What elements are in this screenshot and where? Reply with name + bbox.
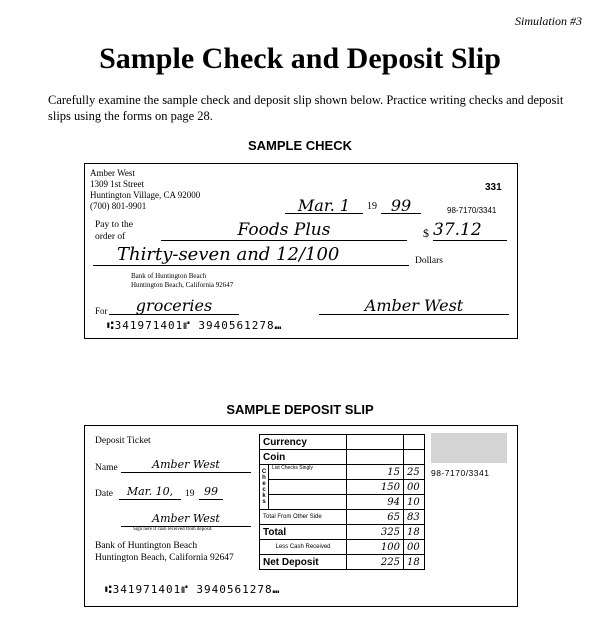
deposit-date-year: 99 — [199, 485, 223, 500]
check-row-3-dollars: 94 — [347, 495, 404, 510]
currency-cents — [404, 435, 425, 450]
table-row — [260, 540, 425, 555]
check-number: 331 — [485, 182, 502, 193]
dollar-sign: $ — [423, 226, 429, 240]
total-other-label: Total From Other Side — [260, 510, 347, 525]
check-routing: 98-7170/3341 — [447, 206, 497, 215]
net-deposit-label: Net Deposit — [260, 555, 347, 570]
written-amount-field: Thirty-seven and 12/100 — [93, 244, 409, 266]
currency-dollars — [347, 435, 404, 450]
net-deposit-cents: 18 — [404, 555, 425, 570]
sample-deposit-heading: SAMPLE DEPOSIT SLIP — [226, 402, 374, 417]
table-row — [260, 480, 425, 495]
check-date-year: 99 — [381, 196, 421, 214]
deposit-date-prefix: 19 — [185, 489, 195, 499]
sample-check-heading: SAMPLE CHECK — [247, 138, 352, 153]
deposit-bank-block — [95, 540, 234, 564]
less-cash-cents: 00 — [404, 540, 425, 555]
deposit-amounts-table — [259, 434, 425, 570]
net-deposit-dollars: 225 — [347, 555, 404, 570]
sample-check — [84, 163, 518, 339]
coin-label: Coin — [260, 450, 347, 465]
payee-field: Foods Plus — [161, 220, 407, 241]
total-label: Total — [260, 525, 347, 540]
currency-label: Currency — [260, 435, 347, 450]
deposit-sign-note: Sign here if cash received from deposit. — [133, 527, 213, 532]
signature-field: Amber West — [319, 296, 509, 315]
total-other-cents: 83 — [404, 510, 425, 525]
page-title: Sample Check and Deposit Slip — [99, 42, 501, 75]
pay-to-label — [95, 219, 133, 243]
total-other-dollars: 65 — [347, 510, 404, 525]
deposit-ticket-label: Deposit Ticket — [95, 436, 151, 446]
table-row — [260, 555, 425, 570]
check-bank-city: Huntington Beach, California 92647 — [131, 281, 234, 289]
amount-field: 37.12 — [433, 220, 507, 241]
table-row — [260, 495, 425, 510]
total-dollars: 325 — [347, 525, 404, 540]
pay-to-label-line2: order of — [95, 232, 126, 242]
less-cash-dollars: 100 — [347, 540, 404, 555]
table-row — [260, 435, 425, 450]
deposit-signature-field: Amber West — [121, 512, 251, 527]
check-row-1-dollars: 15 — [347, 465, 404, 480]
check-bank-block — [131, 272, 233, 290]
check-owner-block — [90, 168, 200, 212]
deposit-date-label: Date — [95, 489, 113, 499]
check-row-2-dollars: 150 — [347, 480, 404, 495]
deposit-bank-city: Huntington Beach, California 92647 — [95, 553, 234, 563]
dollars-label: Dollars — [415, 256, 443, 266]
less-cash-label: Less Cash Received — [260, 540, 347, 555]
total-cents: 18 — [404, 525, 425, 540]
table-row — [260, 465, 425, 480]
deposit-bank-name: Bank of Huntington Beach — [95, 541, 198, 551]
coin-cents — [404, 450, 425, 465]
check-owner-address2: Huntington Village, CA 92000 — [90, 190, 201, 200]
deposit-name-label: Name — [95, 463, 118, 473]
sample-deposit-slip — [84, 425, 518, 607]
deposit-date-field: Mar. 10, — [119, 485, 181, 500]
pay-to-label-line1: Pay to the — [95, 220, 133, 230]
check-owner-address1: 1309 1st Street — [90, 179, 144, 189]
coin-dollars — [347, 450, 404, 465]
memo-field: groceries — [109, 296, 239, 315]
for-label: For — [95, 306, 108, 316]
table-row — [260, 510, 425, 525]
table-row — [260, 525, 425, 540]
intro-text: Carefully examine the sample check and deposit slip shown below. Practice writing checks and deposit slips using the forms on page 28. — [48, 93, 564, 123]
check-date-field: Mar. 1 — [285, 196, 363, 214]
table-row — [260, 450, 425, 465]
deposit-name-field: Amber West — [121, 458, 251, 473]
deposit-gray-box — [431, 433, 507, 463]
check-row-3-label — [269, 495, 347, 510]
checks-vertical-label: Checks — [260, 465, 269, 510]
check-row-3-cents: 10 — [404, 495, 425, 510]
check-owner-name: Amber West — [90, 168, 135, 178]
deposit-micr-line: ⑆341971401⑈ 3940561278⑉ — [105, 583, 281, 596]
simulation-label: Simulation #3 — [514, 14, 582, 28]
check-row-2-label — [269, 480, 347, 495]
check-micr-line: ⑆341971401⑈ 3940561278⑉ — [107, 319, 283, 332]
list-checks-label: List Checks Singly — [269, 465, 347, 480]
check-bank-name: Bank of Huntington Beach — [131, 272, 207, 280]
deposit-routing: 98-7170/3341 — [431, 468, 490, 478]
check-row-2-cents: 00 — [404, 480, 425, 495]
check-row-1-cents: 25 — [404, 465, 425, 480]
check-date-prefix: 19 — [367, 201, 377, 212]
check-owner-phone: (700) 801-9901 — [90, 201, 147, 211]
